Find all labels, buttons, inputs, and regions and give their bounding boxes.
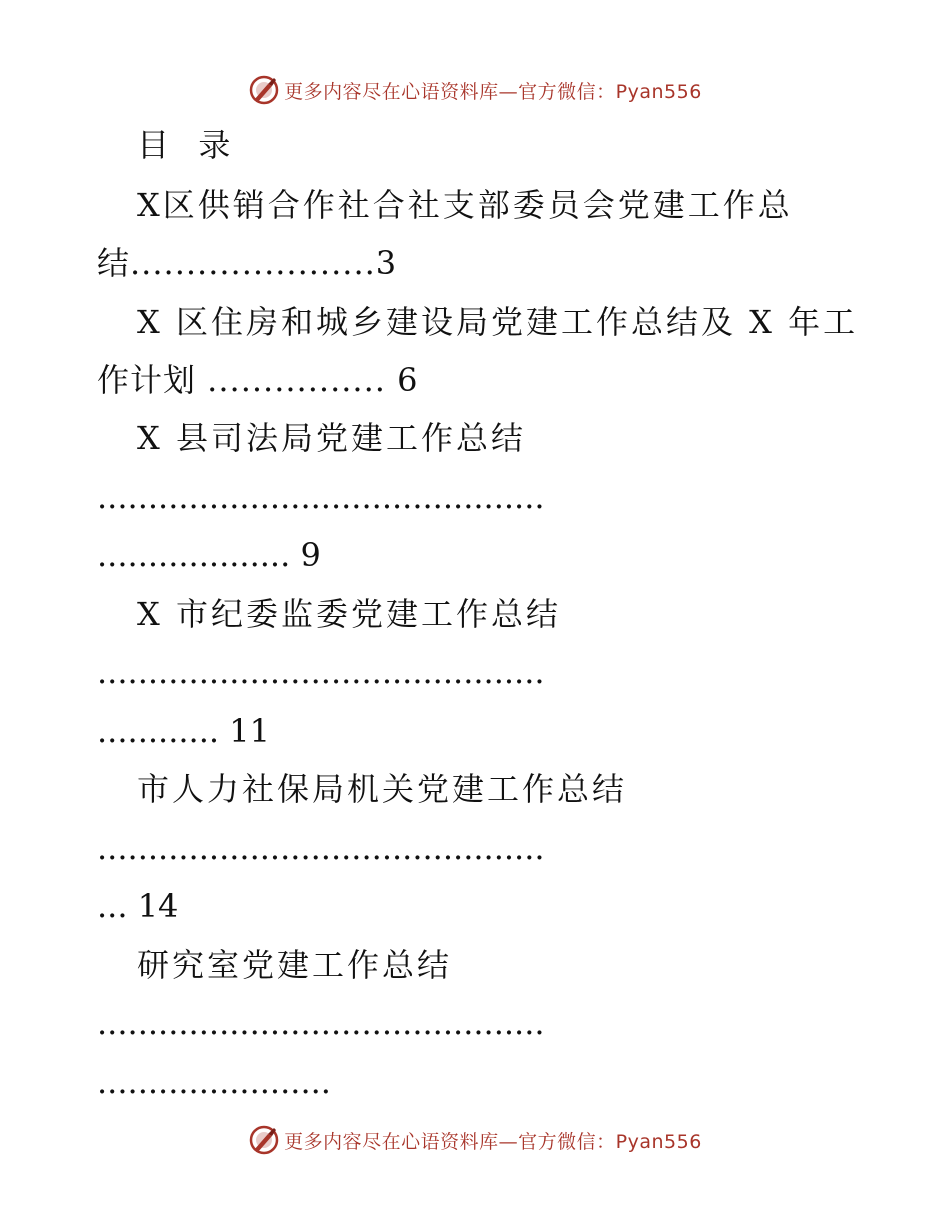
toc-entry-6-leader: ............................................ [97,1004,545,1042]
toc-entry-1-title[interactable]: X区供销合作社合社支部委员会党建工作总 [137,186,793,224]
toc-entry-1-page[interactable]: 结......................3 [97,244,398,282]
watermark-text: 更多内容尽在心语资料库—官方微信：Pyan556 [284,1130,702,1153]
toc-entry-2-page[interactable]: 作计划 ................ 6 [97,361,419,399]
toc-entry-5-leader: ............................................ [97,829,545,867]
toc-entry-5-title[interactable]: 市人力社保局机关党建工作总结 [137,770,628,808]
toc-entry-4-title[interactable]: X 市纪委监委党建工作总结 [137,595,561,633]
footer-watermark [0,1120,950,1160]
pen-logo-icon [248,1124,280,1156]
toc-heading: 目 录 [137,126,234,164]
header-watermark [0,70,950,110]
toc-entry-4-leader: ............................................ [97,653,545,691]
toc-entry-3-leader: ............................................ [97,478,545,516]
toc-entry-5-page[interactable]: ... 14 [97,887,179,925]
toc-entry-3-page[interactable]: ................... 9 [97,536,321,574]
watermark-text: 更多内容尽在心语资料库—官方微信：Pyan556 [284,80,702,103]
toc-entry-4-page[interactable]: ............ 11 [97,712,270,750]
toc-entry-6-title[interactable]: 研究室党建工作总结 [137,946,453,984]
toc-entry-3-title[interactable]: X 县司法局党建工作总结 [137,419,526,457]
pen-logo-icon [248,74,280,106]
toc-entry-2-title[interactable]: X 区住房和城乡建设局党建工作总结及 X 年工 [137,303,859,341]
toc-entry-6-continuation[interactable]: ....................... [97,1063,331,1101]
